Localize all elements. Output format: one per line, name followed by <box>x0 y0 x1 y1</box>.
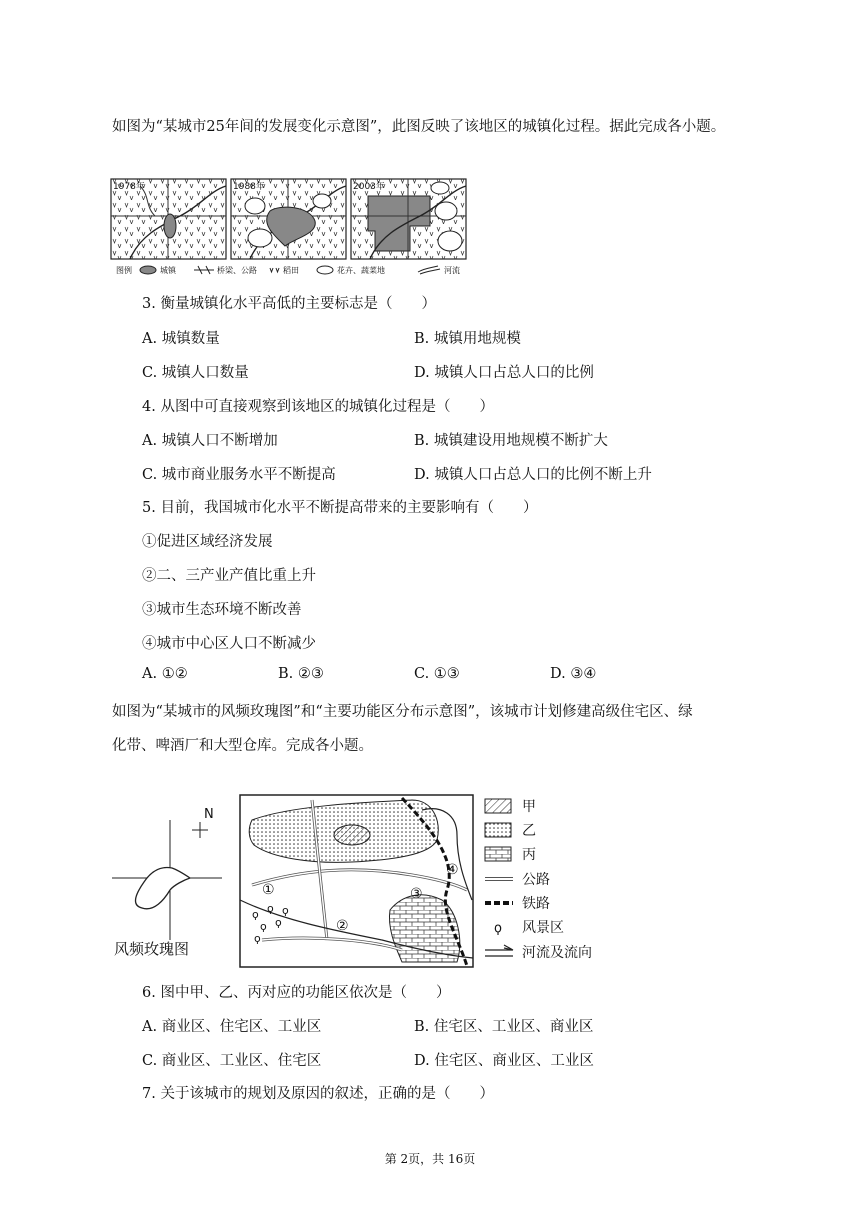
q5-option-b[interactable]: B. ②③ <box>278 666 324 682</box>
legend-flower-symbol <box>317 266 333 274</box>
q5-option-c[interactable]: C. ①③ <box>414 666 460 682</box>
legend-town: 城镇 <box>160 266 176 275</box>
panel-label-1988: 1988年 <box>233 182 265 192</box>
svg-text:ϙ: ϙ <box>254 932 261 945</box>
wind-rose-title: 风频玫瑰图 <box>114 940 190 958</box>
svg-text:ϙ: ϙ <box>260 920 267 933</box>
intro-text-2: 如图为“某城市的风频玫瑰图”和“主要功能区分布示意图”，该城市计划修建高级住宅区、绿 <box>112 704 693 720</box>
legend-road: 公路 <box>522 872 550 888</box>
q3-option-d[interactable]: D. 城镇人口占总人口的比例 <box>414 365 594 381</box>
panel-label-2003: 2003年 <box>353 182 385 192</box>
figure2-legend <box>485 799 592 961</box>
legend-river-flow-symbol <box>485 945 513 956</box>
figure-city-functional-zones <box>112 790 622 970</box>
legend-title: 图例 <box>116 266 132 275</box>
q5-option-d[interactable]: D. ③④ <box>550 666 597 682</box>
legend-yi: 乙 <box>522 823 536 839</box>
map-number-3: ③ <box>410 886 423 902</box>
legend-river: 河流 <box>444 266 460 275</box>
legend-bing-swatch <box>485 847 511 861</box>
legend-paddy-symbol <box>270 268 279 272</box>
svg-text:ϙ: ϙ <box>252 908 259 921</box>
q6-option-c[interactable]: C. 商业区、工业区、住宅区 <box>142 1053 322 1069</box>
intro-text-2b: 化带、啤酒厂和大型仓库。完成各小题。 <box>112 738 373 754</box>
q3-stem: 3. 衡量城镇化水平高低的主要标志是（ ） <box>142 296 436 312</box>
q4-option-a[interactable]: A. 城镇人口不断增加 <box>142 433 278 449</box>
legend-flower-vegetable: 花卉、蔬菜地 <box>337 266 385 275</box>
zone-jia <box>334 825 370 845</box>
map-number-4: ④ <box>446 862 459 878</box>
wind-rose <box>112 807 222 958</box>
q4-option-b[interactable]: B. 城镇建设用地规模不断扩大 <box>414 433 608 449</box>
q6-option-b[interactable]: B. 住宅区、工业区、商业区 <box>414 1019 594 1035</box>
legend-bridge-road: 桥梁、公路 <box>217 266 257 275</box>
q5-item-3: ③城市生态环境不断改善 <box>142 602 302 618</box>
map-number-1: ① <box>262 882 275 898</box>
q5-item-1: ①促进区域经济发展 <box>142 534 273 550</box>
svg-text:ϙ: ϙ <box>282 904 289 917</box>
q3-option-a[interactable]: A. 城镇数量 <box>142 331 220 347</box>
q4-stem: 4. 从图中可直接观察到该地区的城镇化过程是（ ） <box>142 399 494 415</box>
panel-label-1978: 1978年 <box>113 182 145 192</box>
q3-option-c[interactable]: C. 城镇人口数量 <box>142 365 249 381</box>
legend-scenic-icon: ϙ <box>494 921 502 936</box>
north-label: N <box>204 807 214 822</box>
q4-option-c[interactable]: C. 城市商业服务水平不断提高 <box>142 467 336 483</box>
legend-town-symbol <box>140 266 156 274</box>
q7-stem: 7. 关于该城市的规划及原因的叙述，正确的是（ ） <box>142 1086 494 1102</box>
map-number-2: ② <box>336 918 349 934</box>
legend-river-symbol <box>418 266 440 274</box>
q5-option-a[interactable]: A. ①② <box>142 666 188 682</box>
q6-stem: 6. 图中甲、乙、丙对应的功能区依次是（ ） <box>142 985 451 1001</box>
page-footer: 第 2页，共 16页 <box>384 1152 476 1166</box>
q5-item-4: ④城市中心区人口不断减少 <box>142 636 316 652</box>
intro-text-1: 如图为“某城市25年间的发展变化示意图”，此图反映了该地区的城镇化过程。据此完成各小题。 <box>112 119 726 135</box>
legend-scenic: 风景区 <box>522 920 564 936</box>
figure-urban-development <box>110 176 470 280</box>
legend-rail: 铁路 <box>522 896 550 912</box>
legend-bing: 丙 <box>522 847 536 863</box>
legend-jia: 甲 <box>522 799 536 815</box>
q3-option-b[interactable]: B. 城镇用地规模 <box>414 331 521 347</box>
legend-bridge-symbol <box>194 266 214 274</box>
figure1-legend <box>116 265 460 275</box>
legend-yi-swatch <box>485 823 511 837</box>
legend-river-flow: 河流及流向 <box>522 945 592 961</box>
functional-zone-map <box>240 795 473 967</box>
legend-jia-swatch <box>485 799 511 813</box>
q5-item-2: ②二、三产业产值比重上升 <box>142 568 316 584</box>
q4-option-d[interactable]: D. 城镇人口占总人口的比例不断上升 <box>414 467 652 483</box>
q6-option-d[interactable]: D. 住宅区、商业区、工业区 <box>414 1053 594 1069</box>
svg-text:ϙ: ϙ <box>267 902 274 915</box>
svg-text:ϙ: ϙ <box>275 916 282 929</box>
q6-option-a[interactable]: A. 商业区、住宅区、工业区 <box>142 1019 322 1035</box>
legend-paddy: 稻田 <box>283 266 299 275</box>
q5-stem: 5. 目前，我国城市化水平不断提高带来的主要影响有（ ） <box>142 500 538 516</box>
